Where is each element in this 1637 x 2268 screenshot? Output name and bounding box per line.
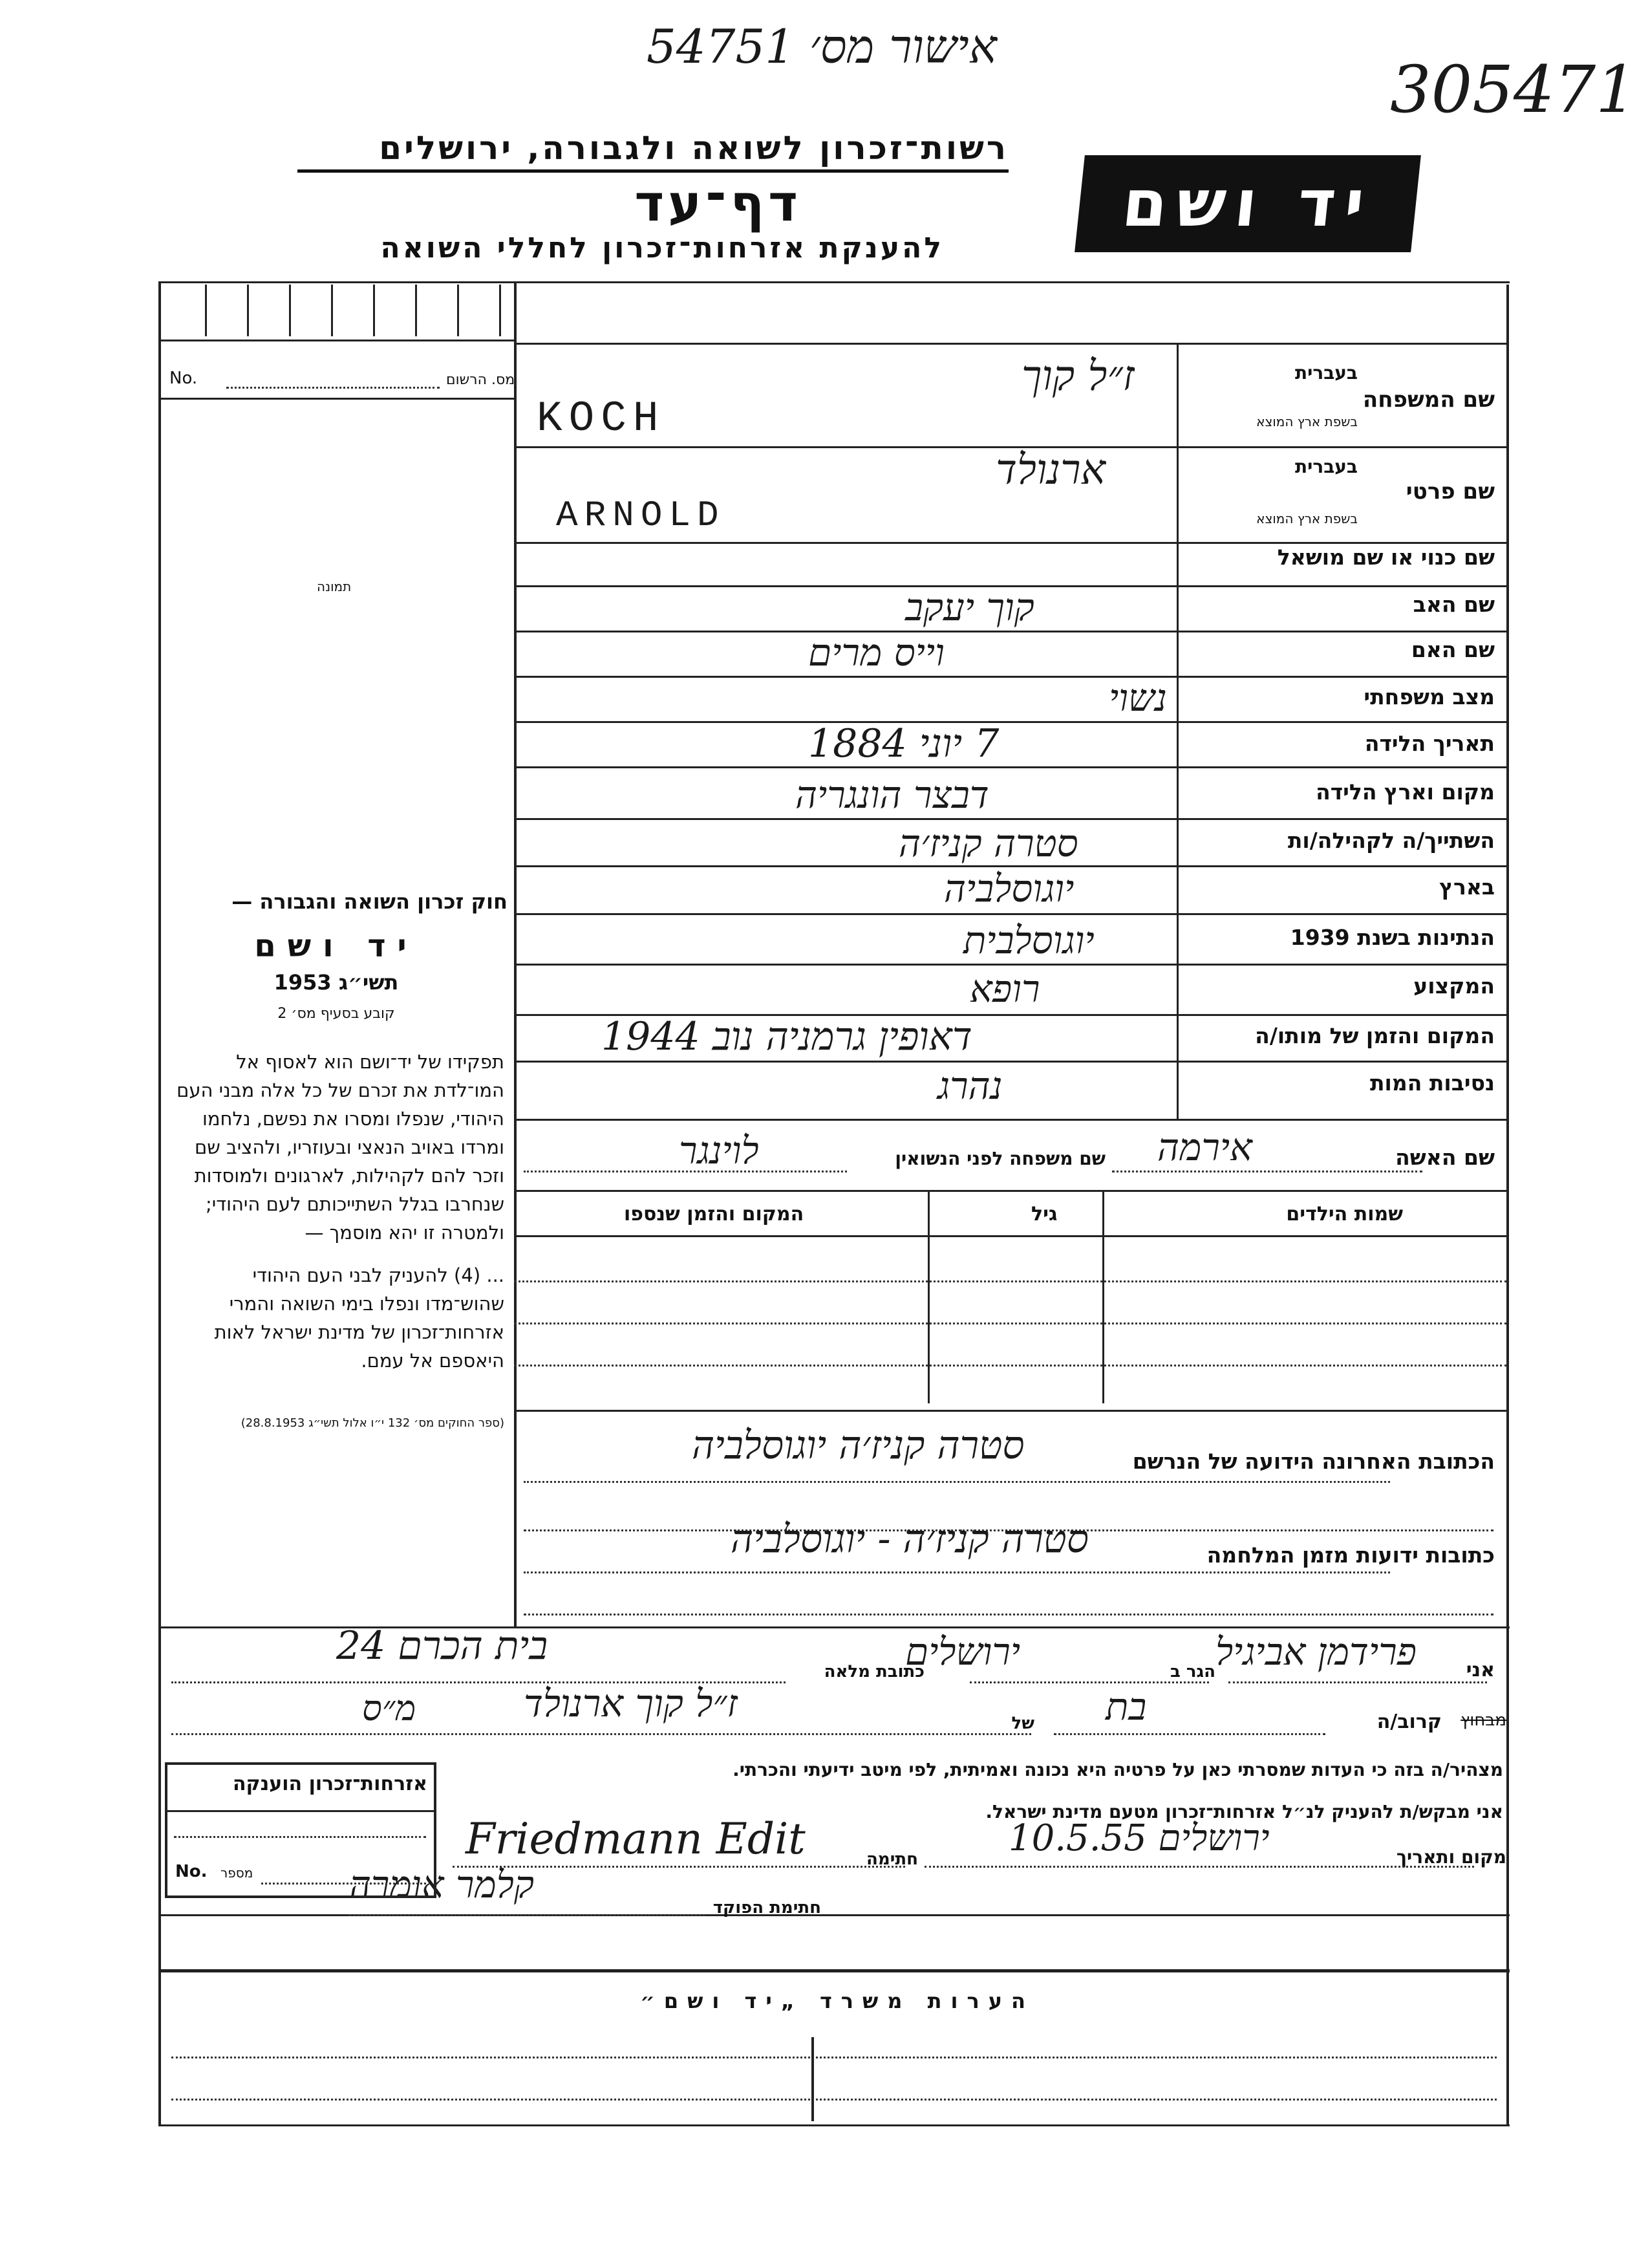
given-origin-sub: בשפת ארץ המוצא (1256, 511, 1358, 526)
profession-value[interactable]: רופא (970, 967, 1040, 1011)
approval-number: אישור מס׳ 54751 (647, 19, 997, 74)
children-table (514, 1190, 1506, 1423)
given-name-label: שם פרטי (1406, 479, 1495, 504)
given-hebrew-sub: בעברית (1294, 456, 1358, 477)
death-place-label: המקום והזמן של מותו/ה (1255, 1023, 1495, 1048)
of-tail: מ״ס (362, 1688, 416, 1729)
birth-place-label: מקום וארץ הלידה (1316, 779, 1495, 805)
father-label: שם האב (1413, 592, 1495, 617)
yad-vashem-logo (1075, 155, 1421, 252)
resides-label: הגר ב (1170, 1662, 1215, 1681)
officer-signature-label: חתימת הפוקד (712, 1898, 821, 1917)
row-rule (514, 913, 1506, 915)
frame-right-lower (1506, 1914, 1509, 2126)
frame-left (158, 281, 161, 1914)
declarant-label: אני (1466, 1659, 1495, 1681)
children-age-header: גיל (1031, 1203, 1058, 1226)
war-address-field (524, 1571, 1390, 1573)
row-rule (514, 631, 1506, 632)
father-value[interactable]: קוך יעקב (905, 585, 1034, 629)
photo-area (165, 404, 508, 857)
birth-date-label: תאריך הלידה (1364, 731, 1495, 756)
law-name: יד ושם (254, 928, 418, 964)
reference-number: 305471 (1390, 52, 1637, 127)
row-rule (514, 1410, 1506, 1412)
statement-text: מצהיר/ה בזה כי העדות שמסרתי כאן על פרטיה היא נכונה ואמיתית, לפי מיטב ידיעתי והכרתי. (733, 1759, 1503, 1780)
war-address-label: כתובות ידועות מזמן המלחמה (1206, 1542, 1495, 1568)
surname-origin-sub: בשפת ארץ המוצא (1256, 414, 1358, 429)
declarant-value[interactable]: פרידמן אביגיל (1215, 1630, 1417, 1674)
law-section: קובע בסעיף מס׳ 2 (277, 1006, 395, 1022)
citizenship-number-field[interactable] (261, 1883, 426, 1885)
death-circumstances-value[interactable]: נהרג (937, 1064, 1003, 1108)
citizenship-granted-number-label: מספר (220, 1865, 253, 1881)
last-address-value[interactable]: סטרה קניז׳ה יוגוסלביה (692, 1423, 1025, 1468)
row-rule (514, 542, 1506, 544)
law-heading: חוק זכרון השואה והגבורה — (231, 889, 508, 914)
country-value[interactable]: יוגוסלביה (944, 867, 1075, 911)
children-names-header: שמות הילדים (1286, 1203, 1403, 1226)
row-rule (514, 1061, 1506, 1063)
law-source: (ספר החוקים מס׳ 132 י״ו אלול תשי״ג 28.8.1953) (241, 1416, 504, 1430)
children-row-3[interactable] (514, 1365, 1506, 1366)
citizenship-1939-label: הנתינות בשנת 1939 (1290, 925, 1495, 950)
marital-status-label: מצב משפחתי (1364, 684, 1495, 709)
last-address-label: הכתובת האחרונה הידועה של הנרשם (1132, 1449, 1495, 1474)
remarks-divider (811, 2037, 814, 2121)
war-address-line-2 (524, 1614, 1493, 1615)
community-label: השתייך/ה לקהילה/ות (1287, 828, 1495, 853)
frame-right (1506, 285, 1509, 1917)
relative-value[interactable]: בת (1106, 1685, 1147, 1729)
row-rule (514, 721, 1506, 723)
remarks-line-2[interactable] (171, 2099, 1497, 2101)
full-address-value[interactable]: בית הכרם 24 (336, 1623, 548, 1669)
maiden-name-label: שם משפחה לפני הנשואין (895, 1148, 1106, 1169)
birth-place-value[interactable]: דבצר הונגריה (795, 773, 989, 817)
form-title: דף־עד (634, 175, 802, 233)
war-address-value[interactable]: סטרה קניז׳ה - יוגוסלביה (731, 1517, 1089, 1562)
law-text-1: תפקידו של יד־ושם הוא לאסוף אל המו־לדת את זכרם של כל אלה מבני העם היהודי, שנפלו ומסרו את נפשם, נלחמו ומרדו באויב הנאצי ובעוזריו, ולהציב שם וזכר להם לקהילות, לארגונים ולמוסדות שנחרבו בגלל השתייכותם לעם היהודי; ולמטרה זו יהא מוסמך — (177, 1051, 504, 1244)
of-field (171, 1733, 1031, 1735)
signature-value[interactable]: Friedmann Edit (465, 1814, 806, 1864)
row-rule (514, 964, 1506, 966)
remarks-rule-top (158, 1969, 1510, 1972)
officer-signature-field (349, 1914, 705, 1916)
place-date-value[interactable]: ירושלים 10.5.55 (1009, 1817, 1270, 1859)
wife-value[interactable]: אירמה (1157, 1125, 1252, 1169)
form-subtitle: להענקת אזרחות־זכרון לחללי השואה (380, 232, 944, 265)
row-rule (514, 818, 1506, 820)
given-hebrew-value[interactable]: ארנולד (996, 446, 1106, 494)
profession-label: המקצוע (1413, 973, 1495, 999)
relative-options: מבחוץ (1460, 1711, 1506, 1730)
row-rule (514, 766, 1506, 768)
row-rule (514, 1119, 1506, 1121)
reg-label: מס. הרשום (446, 372, 515, 388)
birth-date-value[interactable]: 7 יוני 1884 (808, 721, 1000, 766)
left-top-rule (158, 340, 514, 341)
place-date-field (925, 1866, 1474, 1868)
surname-hebrew-value[interactable]: ז״ל קוך (1022, 352, 1135, 400)
left-panel-divider (514, 281, 517, 1626)
citizenship-1939-value[interactable]: יוגוסלבית (963, 918, 1095, 962)
place-date-label: מקום ותאריך (1396, 1846, 1506, 1868)
relative-field (1054, 1733, 1325, 1735)
death-circumstances-label: נסיבות המות (1369, 1070, 1495, 1096)
photo-label: תמונה (317, 579, 352, 594)
mother-value[interactable]: וייס מרים (808, 631, 945, 675)
signature-label: חתימה (866, 1850, 918, 1869)
authority-name: רשות־זכרון לשואה ולגבורה, ירושלים (379, 129, 1009, 167)
surname-latin-value[interactable]: KOCH (537, 394, 665, 443)
wife-label: שם האשה (1395, 1145, 1495, 1170)
reg-number-field[interactable] (226, 387, 440, 389)
death-place-value[interactable]: דאופין גרמניה נוב 1944 (601, 1014, 972, 1059)
resides-value[interactable]: ירושלים (905, 1630, 1021, 1674)
nickname-label: שם כנוי או שם מושאל (1277, 545, 1495, 570)
country-label: בארץ (1439, 874, 1495, 900)
row-rule (514, 676, 1506, 678)
remarks-line-1[interactable] (171, 2057, 1497, 2058)
relative-label: קרוב/ה (1376, 1711, 1442, 1733)
mother-label: שם האם (1411, 637, 1495, 662)
wife-field (1112, 1171, 1422, 1172)
given-latin-value[interactable]: ARNOLD (556, 495, 725, 536)
request-text: אני מבקש/ת להעניק לנ״ל אזרחות־זכרון מטעם מדינת ישראל. (985, 1801, 1503, 1822)
frame-top (158, 281, 1510, 283)
full-address-label: כתובת מלאה (824, 1662, 925, 1681)
remarks-title: הערות משרד „יד ושם״ (640, 1989, 1034, 2013)
community-value[interactable]: סטרה קניז׳ה (899, 821, 1078, 865)
officer-signature-value[interactable]: קלמר אומרה (349, 1863, 534, 1906)
left-reg-rule (158, 398, 514, 400)
children-row-2[interactable] (514, 1323, 1506, 1324)
declarant-field (1228, 1681, 1487, 1683)
frame-bottom-final (158, 2124, 1510, 2126)
last-address-field (524, 1481, 1390, 1483)
of-value[interactable]: ז״ל קוך ארנולד (524, 1681, 738, 1725)
of-label: של (1011, 1714, 1034, 1733)
frame-left-lower (158, 1914, 161, 2126)
surname-label: שם המשפחה (1362, 387, 1495, 413)
maiden-name-value[interactable]: לוינגר (679, 1129, 759, 1172)
citizenship-granted-title: אזרחות־זכרון הוענקה (232, 1773, 427, 1795)
resides-field (970, 1681, 1209, 1683)
law-year: תשי״ג 1953 (273, 970, 399, 995)
surname-hebrew-sub: בעברית (1294, 362, 1358, 383)
logo-text: יד ושם (1118, 166, 1377, 241)
reg-no-label: No. (169, 369, 198, 388)
citizenship-granted-box (165, 1762, 436, 1898)
authority-underline (297, 169, 1009, 173)
left-top-cells (165, 285, 511, 336)
row-rule-top (514, 343, 1506, 345)
law-text-2: ... (4) להעניק לבני העם היהודי שהוש־מדו ונפלו בימי השואה והמרי אזרחות־זכרון של מדינת ישראל לאות היאספם אל עמם. (214, 1264, 504, 1372)
children-fate-header: המקום והזמן שנספו (624, 1203, 804, 1226)
label-column-divider (1177, 343, 1179, 1119)
citizenship-granted-no: No. (175, 1862, 208, 1881)
marital-status-value[interactable]: נשוי (1109, 676, 1167, 720)
children-row-1[interactable] (514, 1280, 1506, 1282)
